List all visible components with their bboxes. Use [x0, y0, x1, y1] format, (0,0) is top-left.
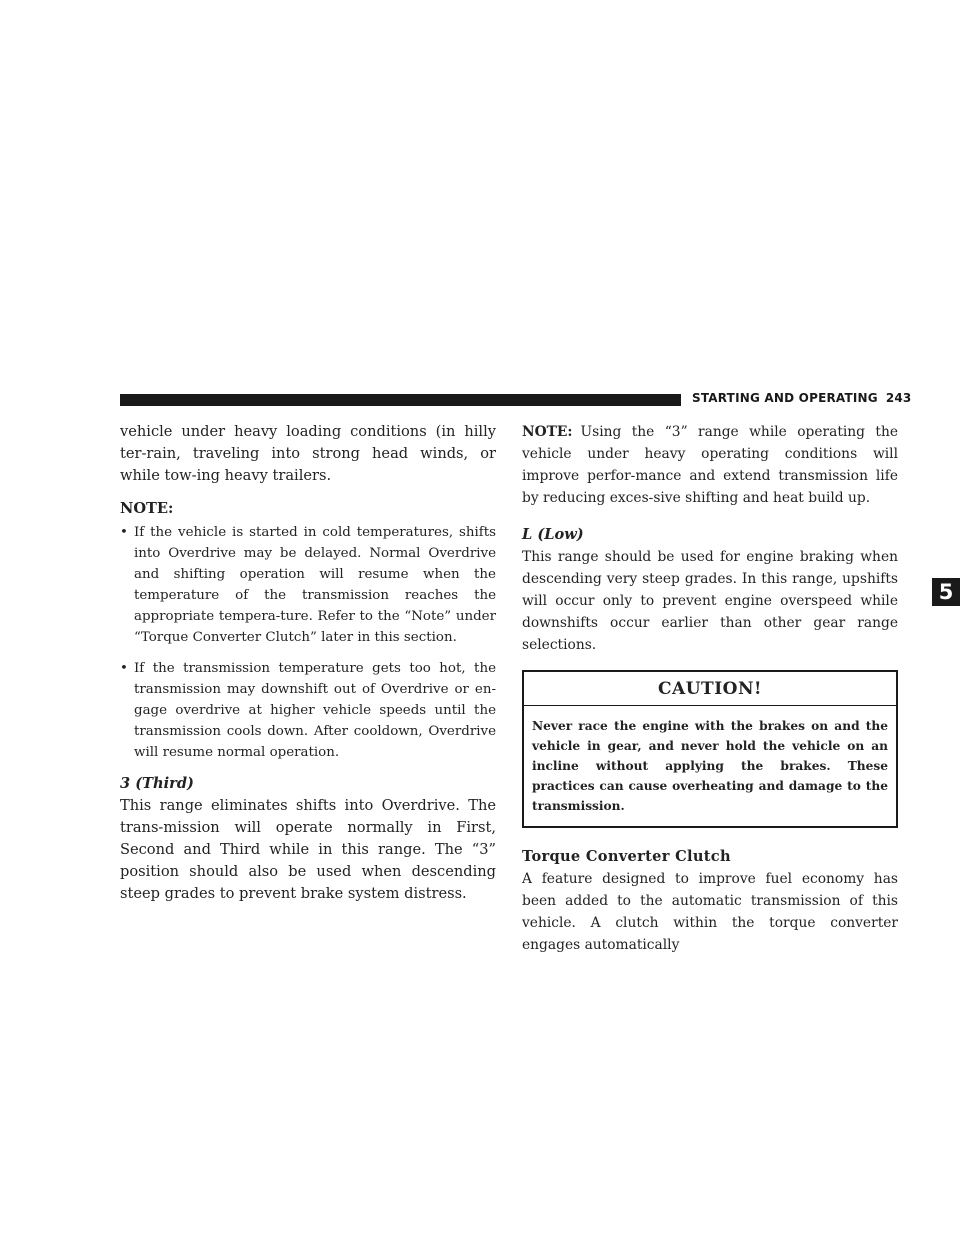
bullet-glyph: •	[120, 661, 128, 676]
left-column	[120, 421, 496, 905]
low-range-paragraph: This range should be used for engine braking when descending very steep grades. In this range, upshifts will occur only to prevent engine overspeed while downshifts occur earlier than other gear range selections.	[522, 549, 898, 653]
caution-box	[522, 670, 898, 828]
bullet-text: If the vehicle is started in cold temperatures, shifts into Overdrive may be delayed. Normal Overdrive and shifting operation will resume when the temperature of the transmission reaches the appropriate tempera-ture. Refer to the “Note” under “Torque Converter Clutch” later in this section.	[134, 525, 496, 645]
note-bullet-hot-transmission	[120, 658, 496, 763]
section-title: STARTING AND OPERATING	[692, 391, 878, 405]
intro-paragraph: vehicle under heavy loading conditions (in hilly ter-rain, traveling into strong head winds, or while tow-ing heavy trailers.	[120, 423, 496, 484]
low-range-heading: L (Low)	[522, 526, 584, 543]
note-bullet-list	[120, 522, 496, 763]
page-number: 243	[885, 391, 912, 405]
note-bullet-cold-start	[120, 522, 496, 648]
right-column	[522, 421, 898, 956]
torque-converter-paragraph: A feature designed to improve fuel economy has been added to the automatic transmission of this vehicle. A clutch within the torque converter engages automatically	[522, 871, 898, 953]
header-rule	[120, 394, 681, 406]
caution-text: Never race the engine with the brakes on and the vehicle in gear, and never hold the vehicle on an incline without applying the brakes. These practices can cause overheating and damage to the transmission.	[532, 719, 888, 813]
chapter-tab: 5	[932, 578, 960, 606]
bullet-glyph: •	[120, 525, 128, 540]
note-inline-label: NOTE:	[522, 424, 573, 440]
caution-title: CAUTION!	[524, 672, 896, 706]
note-inline-text: Using the “3” range while operating the vehicle under heavy operating conditions will improve perfor-mance and extend transmission life by reducing exces-sive shifting and heat build up.	[522, 424, 898, 506]
torque-converter-heading: Torque Converter Clutch	[522, 848, 731, 865]
third-range-heading: 3 (Third)	[120, 775, 194, 792]
running-header	[692, 391, 912, 409]
note-heading: NOTE:	[120, 500, 174, 517]
bullet-text: If the transmission temperature gets too hot, the transmission may downshift out of Overdrive or en-gage overdrive at higher vehicle speeds until the transmission cools down. After cooldown, Overdrive will resume normal operation.	[134, 661, 496, 760]
third-range-paragraph: This range eliminates shifts into Overdrive. The trans-mission will operate normally in First, Second and Third while in this range. The “3” position should also be used when descending steep grades to prevent brake system distress.	[120, 797, 496, 902]
note-paragraph	[522, 421, 898, 509]
